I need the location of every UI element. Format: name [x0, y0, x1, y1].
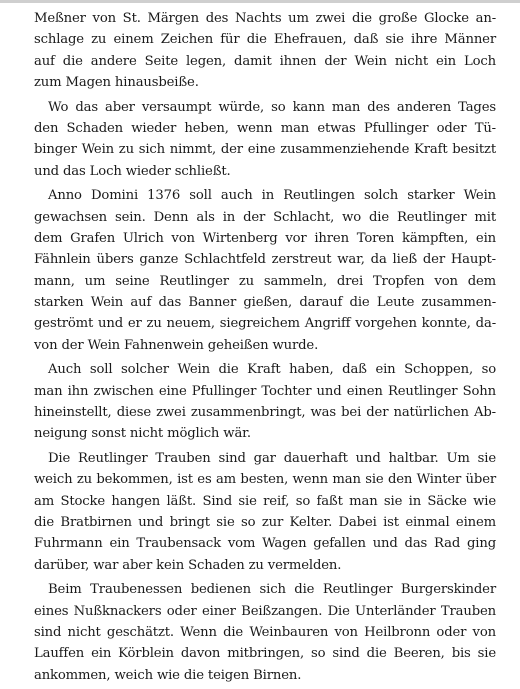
text-line: neigung sonst nicht möglich wär.: [34, 426, 251, 442]
page-edge: [0, 0, 520, 3]
paragraph: [34, 97, 496, 183]
paragraph: [34, 359, 496, 445]
text-line: Meßner von St. Märgen des Nachts um zwei die große Glocke an-: [34, 11, 496, 26]
text-line: eines Nußknackers oder einer Beißzangen. Die Unterländer Trauben: [34, 603, 496, 619]
page-text: [34, 8, 496, 689]
text-line: ankommen, weich wie die teigen Birnen.: [34, 667, 302, 683]
text-line: starken Wein auf das Banner gießen, darauf die Leute zusammen-: [34, 295, 496, 311]
text-line: den Schaden wieder heben, wenn man etwas Pfullinger oder Tü-: [34, 120, 496, 136]
text-line: mann, um seine Reutlinger zu sammeln, drei Tropfen von dem: [34, 273, 496, 289]
text-line: Anno Domini 1376 soll auch in Reutlingen solch starker Wein: [48, 188, 496, 204]
text-line: man ihn zwischen eine Pfullinger Tochter und einen Reutlinger Sohn: [34, 383, 496, 399]
text-line: dem Grafen Ulrich von Wirtenberg vor ihren Toren kämpften, ein: [34, 230, 496, 246]
text-line: gewachsen sein. Denn als in der Schlacht, wo die Reutlinger mit: [34, 209, 496, 225]
text-line: zum Magen hinausbeiße.: [34, 75, 199, 91]
text-line: weich zu bekommen, ist es am besten, wenn man sie den Winter über: [34, 472, 496, 488]
text-line: schlage zu einem Zeichen für die Ehefrauen, daß sie ihre Männer: [34, 32, 496, 48]
text-line: die Bratbirnen und bringt sie so zur Kelter. Dabei ist einmal einem: [34, 514, 496, 530]
text-line: und das Loch wieder schließt.: [34, 163, 231, 179]
text-line: Wo das aber versaumpt würde, so kann man des anderen Tages: [48, 99, 496, 115]
text-line: sind nicht geschätzt. Wenn die Weinbauren von Heilbronn oder von: [34, 624, 496, 640]
text-line: darüber, war aber kein Schaden zu vermelden.: [34, 557, 342, 573]
text-line: auf die andere Seite legen, damit ihnen der Wein nicht ein Loch: [34, 53, 496, 69]
text-line: geströmt und er zu neuem, siegreichem Angriff vorgehen konnte, da-: [34, 316, 496, 332]
text-line: Auch soll solcher Wein die Kraft haben, daß ein Schoppen, so: [48, 362, 496, 378]
text-line: binger Wein zu sich nimmt, der eine zusammenziehende Kraft besitzt: [34, 142, 496, 158]
paragraph: [34, 448, 496, 576]
text-line: von der Wein Fahnenwein geheißen wurde.: [34, 337, 319, 353]
text-line: Lauffen ein Körblein davon mitbringen, so sind die Beeren, bis sie: [34, 646, 496, 662]
text-line: hineinstellt, diese zwei zusammenbringt, was bei der natürlichen Ab-: [34, 405, 496, 421]
text-line: Die Reutlinger Trauben sind gar dauerhaft und haltbar. Um sie: [48, 450, 496, 466]
text-line: Fähnlein übers ganze Schlachtfeld zerstreut war, da ließ der Haupt-: [34, 252, 496, 268]
paragraph: [34, 579, 496, 686]
text-line: Fuhrmann ein Traubensack vom Wagen gefallen und das Rad ging: [34, 536, 496, 552]
text-line: am Stocke hangen läßt. Sind sie reif, so faßt man sie in Säcke wie: [34, 493, 496, 509]
paragraph: [34, 8, 496, 94]
text-line: Beim Traubenessen bedienen sich die Reutlinger Burgerskinder: [48, 582, 496, 598]
paragraph: [34, 185, 496, 356]
